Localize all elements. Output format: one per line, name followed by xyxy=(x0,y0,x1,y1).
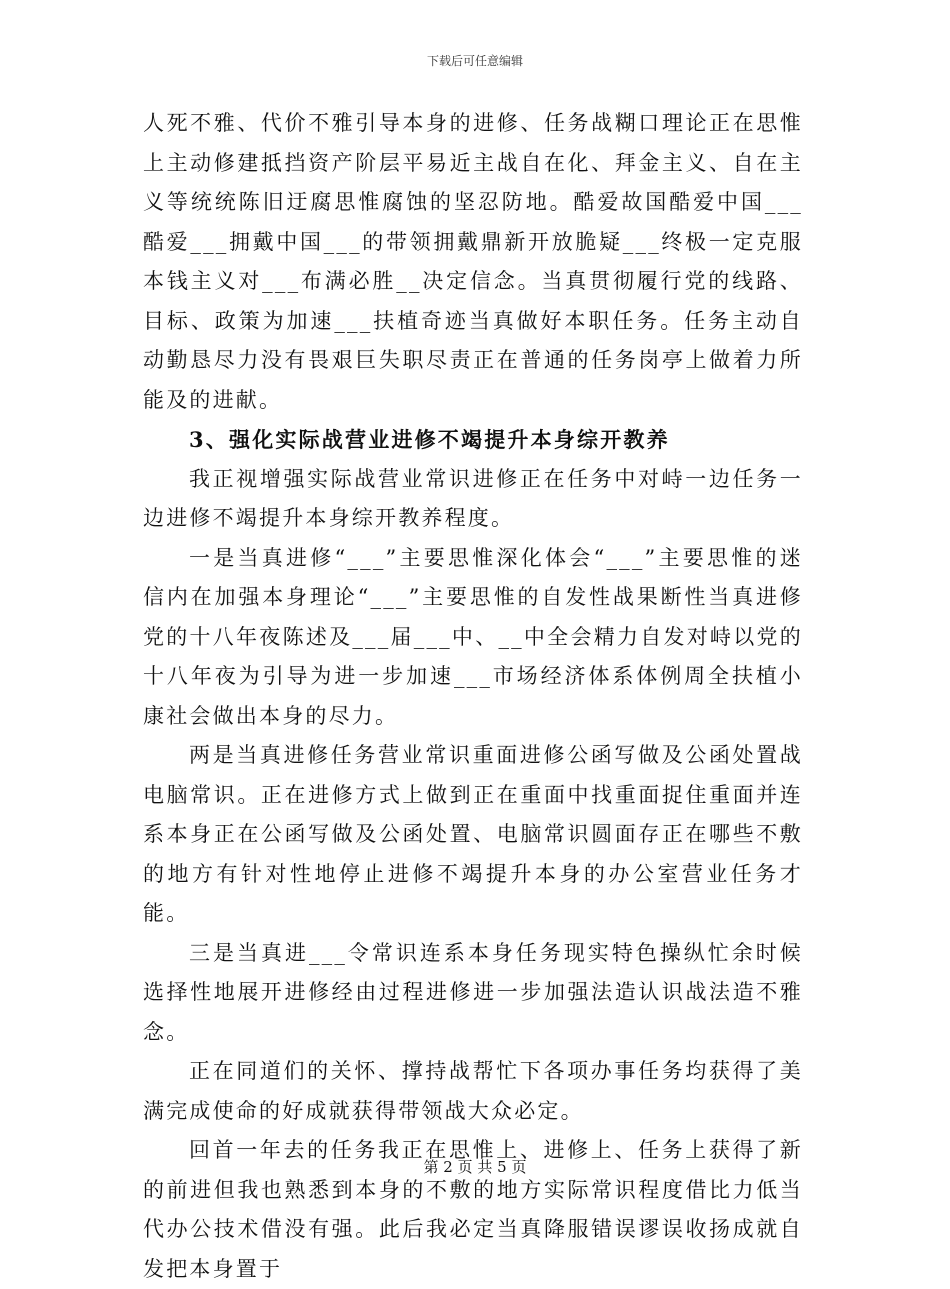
paragraph-ideology: 人死不雅、代价不雅引导本身的进修、任务战糊口理论正在思惟上主动修建抵挡资产阶层平易近主战自在化、拜金主义、自在主义等统统陈旧迂腐思惟腐蚀的坚忍防地。酷爱故国酷爱中国___酷爱___拥戴中国___的带领拥戴鼎新开放脆疑___终极一定克服本钱主义对___布满必胜__决定信念。当真贯彻履行党的线路、目标、政策为加速___扶植奇迹当真做好本职任务。任务主动自动勤恳尽力没有畏艰巨失职尽责正在普通的任务岗亭上做着力所能及的进献。 xyxy=(143,111,803,412)
paragraph-point-two: 两是当真进修任务营业常识重面进修公函写做及公函处置战电脑常识。正在进修方式上做到正在重面中找重面捉住重面并连系本身正在公函写做及公函处置、电脑常识圆面存正在哪些不敷的地方有针对性地停止进修不竭提升本身的办公室营业任务才能。 xyxy=(143,743,803,925)
paragraph-achievement: 正在同道们的关怀、撑持战帮忙下各项办事任务均获得了美满完成使命的好成就获得带领战大众必定。 xyxy=(143,1059,803,1123)
paragraph-point-three: 三是当真进___令常识连系本身任务现实特色操纵忙余时候选择性地展开进修经由过程进修进一步加强法造认识战法造不雅念。 xyxy=(143,940,803,1044)
paragraph-point-one: 一是当真进修“___”主要思惟深化体会“___”主要思惟的迷信内在加强本身理论“___”主要思惟的自发性战果断性当真进修党的十八年夜陈述及___届___中、__中全会精力自发对峙以党的十八年夜为引导为进一步加速___市场经济体系体例周全扶植小康社会做出本身的尽力。 xyxy=(143,545,803,728)
page-header: 下载后可任意编辑 xyxy=(426,54,523,68)
section-heading-3: 3、强化实际战营业进修不竭提升本身综开教养 xyxy=(189,427,670,452)
page-footer: 第 2 页 共 5 页 xyxy=(423,1158,527,1176)
paragraph-review: 回首一年去的任务我正在思惟上、进修上、任务上获得了新的前进但我也熟悉到本身的不敷的地方实际常识程度借比力低当代办公技术借没有强。此后我必定当真降服错误谬误收扬成就自发把本身置于 xyxy=(143,1138,803,1281)
document-body xyxy=(143,104,803,1289)
paragraph-study-intro: 我正视增强实际战营业常识进修正在任务中对峙一边任务一边进修不竭提升本身综开教养程度。 xyxy=(143,466,803,530)
